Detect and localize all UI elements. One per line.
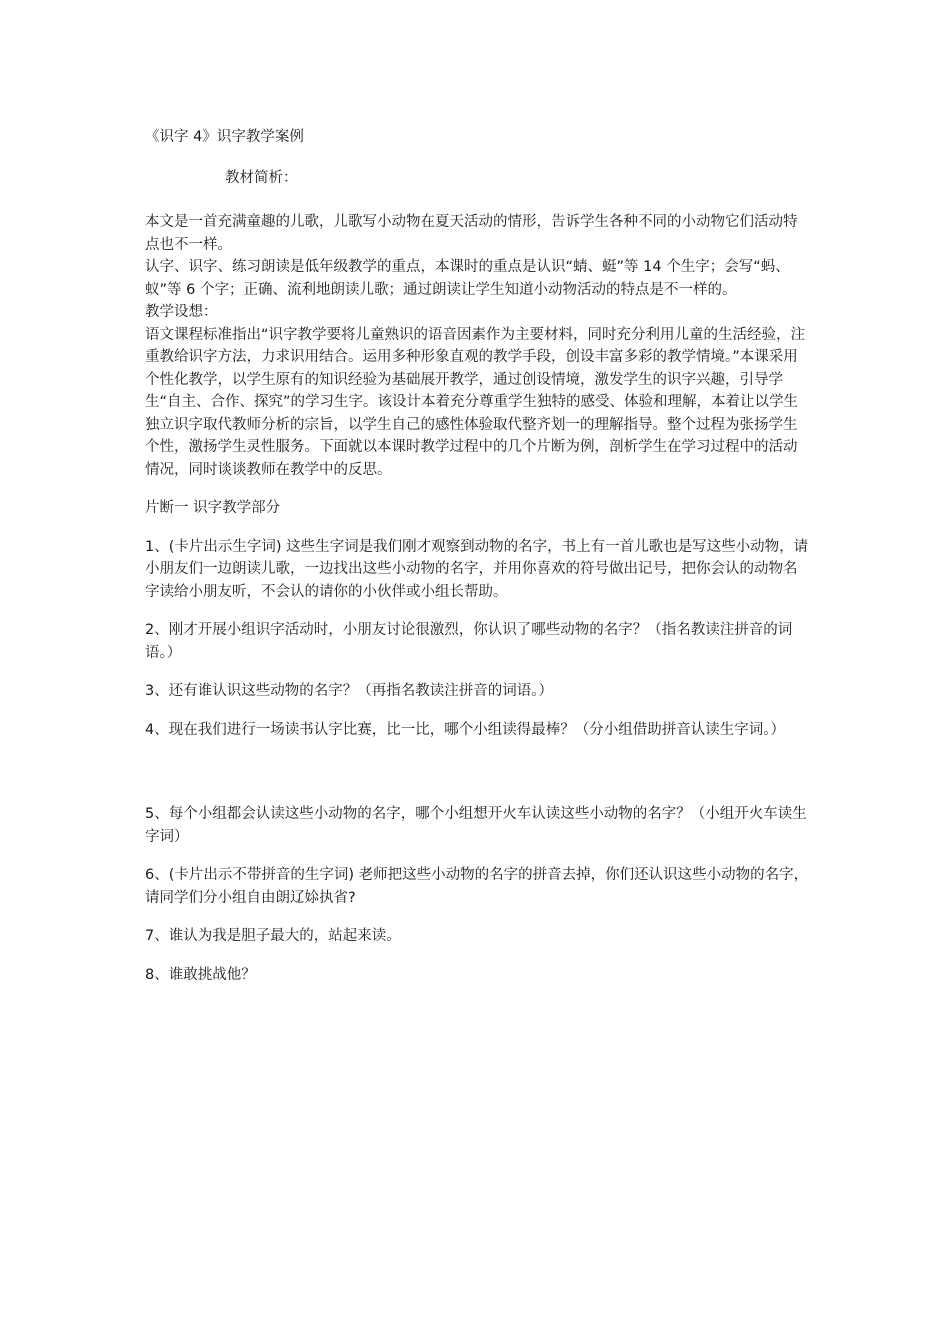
list-item: 4、现在我们进行一场读书认字比赛，比一比，哪个小组读得最棒？（分小组借助拼音认读生字词。） (145, 721, 785, 738)
analysis-heading: 教材简析： (225, 169, 298, 186)
list-item: 8、谁敢挑战他？ (145, 966, 256, 983)
list-item: 1、(卡片出示生字词) 这些生字词是我们刚才观察到动物的名字，书上有一首儿歌也是写这些小动物，请小朋友们一边朗读儿歌，一边找出这些小动物的名字，并用你喜欢的符号做出记号，把你会认的动物名字读给小朋友听，不会认的请你的小伙伴或小组长帮助。 (145, 538, 809, 600)
list-item: 7、谁认为我是胆子最大的，站起来读。 (145, 928, 401, 944)
design-heading: 教学设想： (145, 304, 218, 320)
analysis-paragraph-1: 本文是一首充满童趣的儿歌，儿歌写小动物在夏天活动的情形，告诉学生各种不同的小动物它们活动特点也不一样。 (145, 214, 798, 253)
document-page (145, 126, 810, 1002)
list-item: 3、还有谁认识这些动物的名字？（再指名教读注拼音的词语。） (145, 683, 553, 699)
document-title: 《识字 4》识字教学案例 (145, 129, 304, 145)
list-item: 5、每个小组都会认读这些小动物的名字，哪个小组想开火车认读这些小动物的名字？（小组开火车读生字词） (145, 806, 807, 845)
list-item: 2、刚才开展小组识字活动时，小朋友讨论很激烈，你认识了哪些动物的名字？（指名教读注拼音的词语。） (145, 622, 793, 661)
design-paragraph: 语文课程标准指出“识字教学要将儿童熟识的语音因素作为主要材料，同时充分利用儿童的生活经验，注重教给识字方法，力求识用结合。运用多种形象直观的教学手段，创设丰富多彩的教学情境。”本课采用个性化教学，以学生原有的知识经验为基础展开教学，通过创设情境，激发学生的识字兴趣，引导学生“自主、合作、探究”的学习生字。该设计本着充分尊重学生独特的感受、体验和理解，本着让以学生独立识字取代教师分析的宗旨，以学生自己的感性体验取代整齐划一的理解指导。整个过程为张扬学生个性，激扬学生灵性服务。下面就以本课时教学过程中的几个片断为例，剖析学生在学习过程中的活动情况，同时谈谈教师在教学中的反思。 (145, 326, 806, 478)
analysis-paragraph-2: 认字、识字、练习朗读是低年级教学的重点，本课时的重点是认识“蜻、蜓”等 14 个生字；会写“蚂、蚁”等 6 个字；正确、流利地朗读儿歌；通过朗读让学生知道小动物活动的特点是不一样的。 (145, 259, 790, 298)
list-item: 6、(卡片出示不带拼音的生字词) 老师把这些小动物的名字的拼音去掉，你们还认识这些小动物的名字，请同学们分小组自由朗辽㛋执省? (145, 867, 809, 906)
segment-heading: 片断一 识字教学部分 (145, 500, 281, 516)
